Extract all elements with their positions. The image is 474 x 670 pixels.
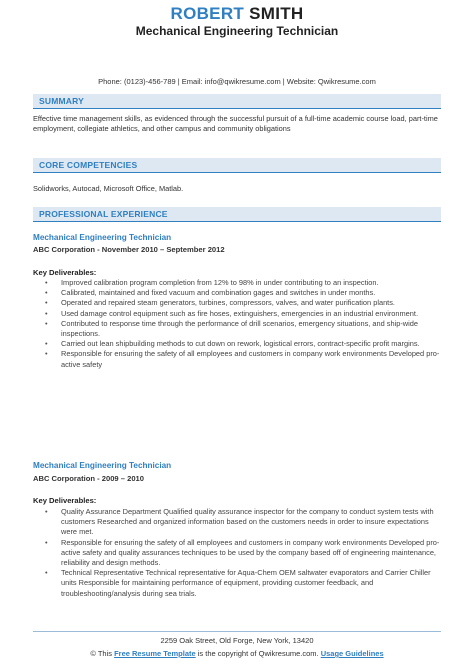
job-title: Mechanical Engineering Technician bbox=[135, 24, 339, 38]
list-item: • Responsible for ensuring the safety of all employees and customers in company work environments Developed pro-active safety bbox=[45, 349, 445, 369]
job-2-org: ABC Corporation - 2009 – 2010 bbox=[33, 474, 144, 483]
job-1-key-label: Key Deliverables: bbox=[33, 268, 97, 277]
summary-heading-label: SUMMARY bbox=[39, 96, 84, 106]
competencies-heading-label: CORE COMPETENCIES bbox=[39, 160, 138, 170]
list-item: • Used damage control equipment such as fire hoses, extinguishers, emergencies in an industrial environment. bbox=[45, 309, 445, 319]
experience-heading-label: PROFESSIONAL EXPERIENCE bbox=[39, 209, 168, 219]
job-2-key-label: Key Deliverables: bbox=[33, 496, 97, 505]
job-1-title[interactable]: Mechanical Engineering Technician bbox=[33, 233, 172, 242]
job-1-org: ABC Corporation - November 2010 – September 2012 bbox=[33, 245, 225, 254]
footer-address: 2259 Oak Street, Old Forge, New York, 13420 bbox=[160, 636, 314, 645]
last-name: SMITH bbox=[249, 4, 304, 23]
list-item: • Improved calibration program completion from 12% to 98% in under contributing to an inspection. bbox=[45, 278, 445, 288]
job-2-title[interactable]: Mechanical Engineering Technician bbox=[33, 461, 172, 470]
competencies-text: Solidworks, Autocad, Microsoft Office, Matlab. bbox=[33, 184, 184, 193]
candidate-name bbox=[0, 4, 474, 24]
copyright-owner: is the copyright of Qwikresume.com. bbox=[195, 649, 321, 658]
list-item: • Contributed to response time through the performance of drill scenarios, emergency situations, and ship-wide inspections. bbox=[45, 319, 445, 339]
competencies-heading bbox=[33, 158, 441, 173]
usage-guidelines-link[interactable]: Usage Guidelines bbox=[320, 649, 384, 658]
first-name: ROBERT bbox=[170, 4, 245, 23]
job-2-bullets bbox=[33, 507, 445, 599]
copyright-prefix: © This bbox=[90, 649, 115, 658]
summary-text: Effective time management skills, as evidenced through the successful pursuit of a full-time academic course load, part-time employment, collegiate athletics, and other campus and community obligations bbox=[33, 114, 438, 134]
free-resume-template-link[interactable]: Free Resume Template bbox=[114, 649, 196, 658]
list-item: • Responsible for ensuring the safety of all employees and customers in company work environments Developed pro-active safety and quality assurances techniques to be used by the company based off of engineering maintenance, reliability and design methods. bbox=[45, 538, 445, 569]
experience-heading bbox=[33, 207, 441, 222]
list-item: • Technical Representative Technical representative for Aqua-Chem OEM saltwater evaporators and Carrier Chiller units Responsible for maintaining performance of equipment, providing customer feedback, and troubleshooting/analysis during sea trials. bbox=[45, 568, 445, 599]
footer-divider bbox=[33, 631, 441, 632]
list-item: • Quality Assurance Department Qualified quality assurance inspector for the company to conduct system tests with customers Researched and organized information based on the customers needs in order to insure expectations were met. bbox=[45, 507, 445, 538]
footer-copyright bbox=[0, 649, 474, 658]
list-item: • Carried out lean shipbuilding methods to cut down on rework, logistical errors, contract-specific profit margins. bbox=[45, 339, 445, 349]
job-1-bullets bbox=[33, 278, 445, 370]
list-item: • Calibrated, maintained and fixed vacuum and combination gages and switches in under months. bbox=[45, 288, 445, 298]
contact-line: Phone: (0123)-456-789 | Email: info@qwikresume.com | Website: Qwikresume.com bbox=[98, 77, 376, 86]
list-item: • Operated and repaired steam generators, turbines, compressors, valves, and water purification plants. bbox=[45, 298, 445, 308]
summary-heading bbox=[33, 94, 441, 109]
